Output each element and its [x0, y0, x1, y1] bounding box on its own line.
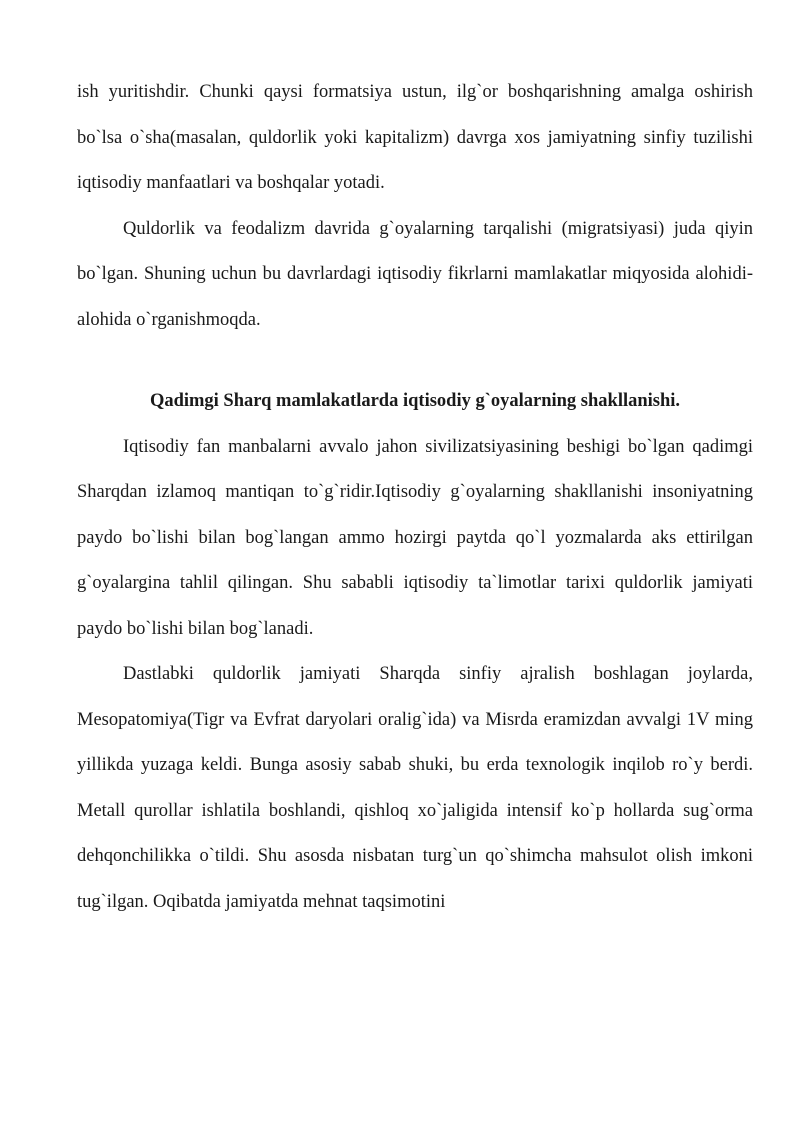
- section-heading: Qadimgi Sharq mamlakatlarda iqtisodiy g`oyalarning shakllanishi.: [149, 391, 681, 411]
- document-body: [77, 70, 753, 925]
- paragraph-3: Iqtisodiy fan manbalarni avvalo jahon sivilizatsiyasining beshigi bo`lgan qadimgi Sharqdan izlamoq mantiqan to`g`ridir.Iqtisodiy g`oyalarning shakllanishi insoniyatning paydo bo`lishi bilan bog`langan ammo hozirgi paytda qo`l yozmalarda aks ettirilgan g`oyalargina tahlil qilingan. Shu sababli iqtisodiy ta`limotlar tarixi quldorlik jamiyati paydo bo`lishi bilan bog`lanadi.: [77, 436, 753, 639]
- paragraph-1: ish yuritishdir. Chunki qaysi formatsiya ustun, ilg`or boshqarishning amalga oshirish bo`lsa o`sha(masalan, quldorlik yoki kapitalizm) davrga xos jamiyatning sinfiy tuzilishi iqtisodiy manfaatlari va boshqalar yotadi.: [77, 82, 753, 193]
- paragraph-2: Quldorlik va feodalizm davrida g`oyalarning tarqalishi (migratsiyasi) juda qiyin bo`lgan. Shuning uchun bu davrlardagi iqtisodiy fikrlarni mamlakatlar miqyosida alohidi-alohida o`rganishmoqda.: [77, 218, 753, 330]
- paragraph-4: Dastlabki quldorlik jamiyati Sharqda sinfiy ajralish boshlagan joylarda, Mesopatomiya(Tigr va Evfrat daryolari oralig`ida) va Misrda eramizdan avvalgi 1V ming yillikda yuzaga keldi. Bunga asosiy sabab shuki, bu erda texnologik inqilob ro`y berdi. Metall qurollar ishlatila boshlandi, qishloq xo`jaligida intensif ko`p hollarda sug`orma dehqonchilikka o`tildi. Shu asosda nisbatan turg`un qo`shimcha mahsulot olish imkoni tug`ilgan. Oqibatda jamiyatda mehnat taqsimotini: [77, 664, 753, 912]
